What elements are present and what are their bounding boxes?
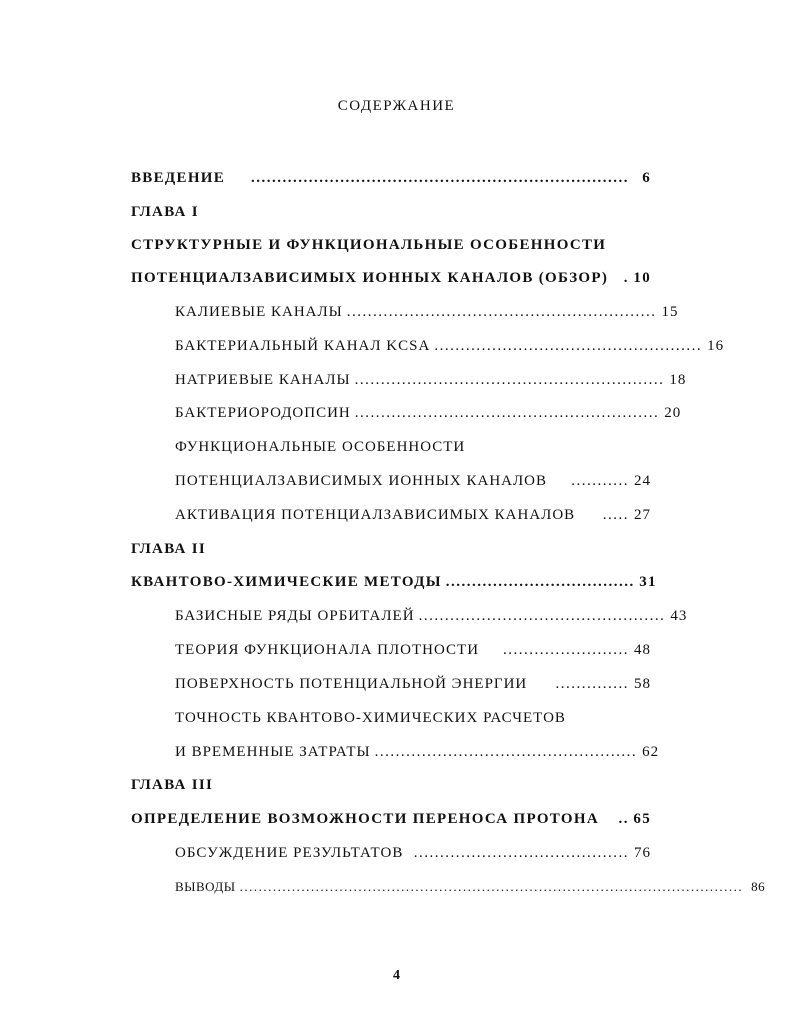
toc-entry-sodium-channels [175,369,687,391]
toc-entry-kcsa-channel [175,335,725,357]
toc-leader-dots: .......................................................... [354,405,660,421]
toc-entry-pes [175,673,651,695]
toc-leader-dots: .. [618,811,629,827]
toc-entry-dft [175,639,651,661]
toc-leader-dots: ........................................................... [346,304,657,320]
toc-page-number: 16 [707,338,725,354]
toc-page-number: 86 [751,879,766,894]
toc-entry-label: БАКТЕРИОРОДОПСИН [175,405,351,421]
toc-leader-dots: ......................................... [413,845,629,861]
toc-leader-dots: .................................................. [374,744,638,760]
toc-entry-functional-features-line1: ФУНКЦИОНАЛЬНЫЕ ОСОБЕННОСТИ [175,439,466,455]
toc-page-number: 76 [634,845,651,861]
toc-entry-label: ПОВЕРХНОСТЬ ПОТЕНЦИАЛЬНОЙ ЭНЕРГИИ [175,676,528,692]
toc-leader-dots: .............. [555,676,629,692]
toc-entry-chapter-1 [131,267,651,289]
toc-leader-dots: ........................ [503,642,629,658]
toc-entry-discussion [175,842,651,864]
toc-entry-conclusions [175,876,766,898]
toc-entry-functional-features [175,470,651,492]
toc-page-number: 27 [634,507,651,523]
toc-entry-label: И ВРЕМЕННЫЕ ЗАТРАТЫ [175,744,371,760]
toc-chapter-title-1: СТРУКТУРНЫЕ И ФУНКЦИОНАЛЬНЫЕ ОСОБЕННОСТИ [131,237,607,253]
toc-page-number: 43 [670,608,688,624]
toc-entry-label: ОПРЕДЕЛЕНИЕ ВОЗМОЖНОСТИ ПЕРЕНОСА ПРОТОНА [131,811,599,827]
toc-leader-dots: . [623,270,629,286]
toc-chapter-heading-3: ГЛАВА III [131,777,214,793]
toc-leader-dots: ........... [571,473,629,489]
toc-entry-label: КВАНТОВО-ХИМИЧЕСКИЕ МЕТОДЫ [131,574,442,590]
toc-entry-label: ОБСУЖДЕНИЕ РЕЗУЛЬТАТОВ [175,845,404,861]
toc-entry-potassium-channels [175,301,679,323]
toc-leader-dots: ..... [602,507,629,523]
toc-entry-bacteriorhodopsin [175,402,682,424]
toc-page-number: 10 [633,270,651,286]
toc-entry-label: АКТИВАЦИЯ ПОТЕНЦИАЛЗАВИСИМЫХ КАНАЛОВ [175,507,576,523]
toc-entry-label: ПОТЕНЦИАЛЗАВИСИМЫХ ИОННЫХ КАНАЛОВ [175,473,548,489]
toc-entry-label: НАТРИЕВЫЕ КАНАЛЫ [175,372,351,388]
toc-page-number: 48 [634,642,651,658]
toc-leader-dots: ................................................... [434,338,703,354]
toc-entry-activation [175,504,651,526]
toc-page-number: 18 [669,372,687,388]
toc-page-number: 6 [642,170,651,186]
toc-entry-label: ВЫВОДЫ [175,879,236,894]
page-number: 4 [393,968,400,983]
toc-page-number: 24 [634,473,651,489]
toc-leader-dots: ........................................................... [354,372,665,388]
toc-chapter-heading-1: ГЛАВА I [131,204,199,220]
toc-leader-dots: .......................................................................................................... [239,879,744,894]
toc-page-number: 31 [639,574,657,590]
toc-entry-label: ПОТЕНЦИАЛЗАВИСИМЫХ ИОННЫХ КАНАЛОВ (ОБЗОР) [131,270,609,286]
toc-page-number: 62 [642,744,660,760]
toc-entry-label: КАЛИЕВЫЕ КАНАЛЫ [175,304,343,320]
toc-entry-label: БАКТЕРИАЛЬНЫЙ КАНАЛ KCSA [175,338,431,354]
toc-leader-dots: ............................................... [418,608,666,624]
toc-entry-label: БАЗИСНЫЕ РЯДЫ ОРБИТАЛЕЙ [175,608,415,624]
toc-entry-accuracy [175,741,660,763]
toc-leader-dots: .................................... [445,574,635,590]
toc-entry-chapter-2 [131,571,657,593]
toc-chapter-heading-2: ГЛАВА II [131,541,207,557]
toc-entry-introduction [131,167,651,189]
toc-page-number: 20 [664,405,682,421]
toc-leader-dots: ........................................................................ [251,170,629,186]
toc-entry-label: ВВЕДЕНИЕ [131,170,226,186]
toc-entry-basis-sets [175,605,688,627]
toc-page-number: 65 [633,811,651,827]
page-title: СОДЕРЖАНИЕ [337,98,456,114]
toc-entry-chapter-3 [131,808,651,830]
toc-page-number: 15 [661,304,679,320]
toc-page-number: 58 [634,676,651,692]
toc-entry-accuracy-line1: ТОЧНОСТЬ КВАНТОВО-ХИМИЧЕСКИХ РАСЧЕТОВ [175,710,566,726]
toc-entry-label: ТЕОРИЯ ФУНКЦИОНАЛА ПЛОТНОСТИ [175,642,480,658]
